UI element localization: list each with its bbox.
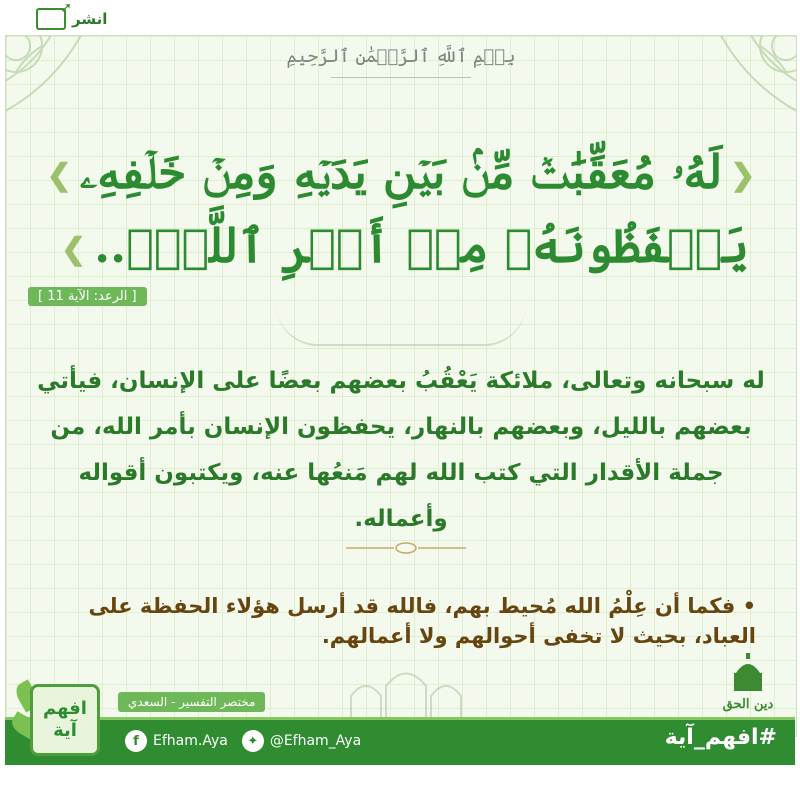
share-icon — [36, 8, 66, 30]
verse-line-1 — [6, 136, 796, 210]
efham-aya-logo — [16, 672, 102, 760]
share-label: انشر — [72, 10, 108, 28]
bullet-text: فكما أن عِلْمُ الله مُحيط بهم، فالله قد أرسل هؤلاء الحفظة على العباد، بحيث لا تخفى أحوالهم ولا أعمالهم. — [88, 594, 756, 648]
bullet-paragraph — [76, 591, 756, 651]
facebook-handle: Efham.Aya — [153, 733, 228, 749]
verse-reference-badge: [ الرعد: الآية 11 ] — [28, 287, 147, 306]
tafsir-text: له سبحانه وتعالى، ملائكة يَعْقُبُ بعضهم بعضًا على الإنسان، فيأتي بعضهم بالليل، وبعضهم بالنهار، يحفظون الإنسان بأمر الله، من جملة الأقدار التي كتب الله لهم مَنعُها عنه، ويكتبون أقواله وأعماله. — [37, 368, 765, 532]
quran-verse — [6, 136, 796, 283]
facebook-icon: f — [125, 730, 147, 752]
source-badge: مختصر التفسير - السعدي — [118, 692, 265, 712]
logo-line-1: افهم — [43, 698, 87, 719]
arch-ornament — [276, 304, 526, 346]
verse-line-2-text: يَحۡفَظُونَهُۥ مِنۡ أَمۡرِ ٱللَّهِۗ.. — [94, 218, 750, 273]
verse-card — [5, 35, 797, 737]
hashtag[interactable]: #افهم_آية — [664, 725, 777, 750]
mosque-icon — [728, 653, 768, 693]
logo-box — [30, 684, 100, 756]
verse-bracket-icon: ❮ — [730, 158, 756, 193]
verse-line-2 — [6, 210, 796, 284]
logo-line-2: آية — [53, 720, 77, 741]
twitter-icon: ✦ — [242, 730, 264, 752]
separator-ornament — [346, 541, 466, 555]
basmala: بِسۡمِ ٱللَّهِ ٱلرَّحۡمَٰنِ ٱلرَّحِيمِ — [6, 46, 796, 78]
footer-bar — [5, 717, 795, 765]
verse-bracket-icon: ❯ — [46, 158, 72, 193]
twitter-handle: @Efham_Aya — [269, 733, 362, 749]
twitter-link[interactable] — [242, 730, 361, 752]
share-button[interactable] — [36, 8, 107, 30]
facebook-link[interactable] — [125, 730, 228, 752]
social-links — [125, 730, 361, 752]
verse-bracket-icon: ❯ — [60, 231, 87, 267]
din-alhaq-label: دين الحق — [722, 697, 774, 712]
din-alhaq-logo — [718, 653, 778, 712]
bullet-icon: • — [735, 594, 756, 618]
verse-line-1-text: لَهُۥ مُعَقِّبَٰتٞ مِّنۢ بَيۡنِ يَدَيۡهِ وَمِنۡ خَلۡفِهِۦ — [79, 145, 723, 199]
